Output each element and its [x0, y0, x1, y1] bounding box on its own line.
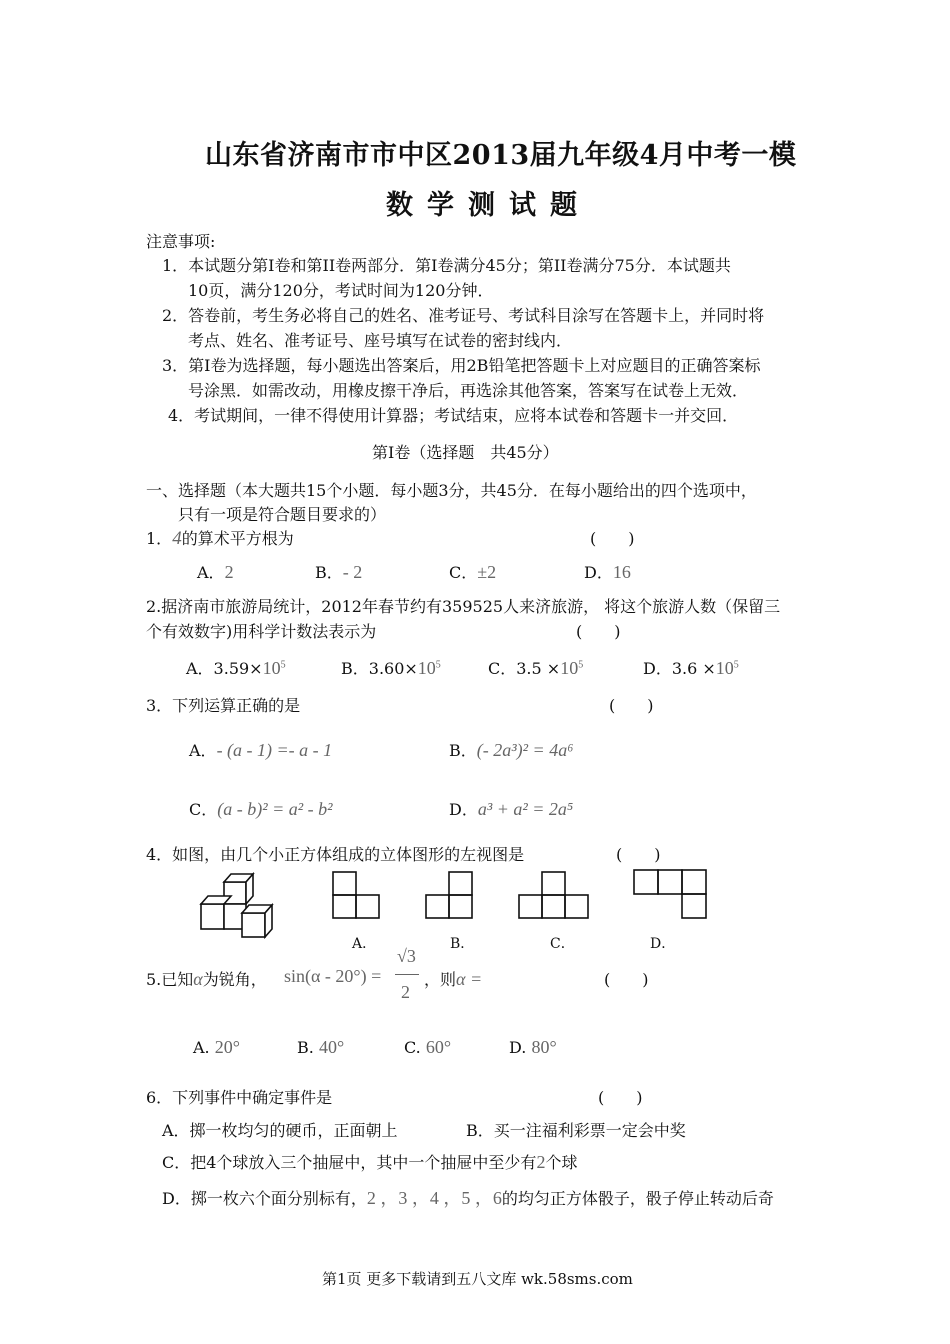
- q2-stem-line-1: 2.据济南市旅游局统计，2012年春节约有359525人来济旅游， 将这个旅游人数（保留三: [146, 597, 781, 616]
- page-title: 山东省济南市市中区2013届九年级4月中考一模: [205, 140, 797, 171]
- q5-option-c-value: 60°: [425, 1037, 452, 1057]
- q3-option-c-label: C．: [189, 800, 218, 819]
- q5-option-b[interactable]: [297, 1037, 344, 1058]
- q4-option-d-label: D．: [650, 936, 676, 952]
- q6-option-d-nums: 2 ，3 ，4 ，5 ，6: [366, 1188, 502, 1208]
- q1-option-d-label: D．: [584, 563, 613, 582]
- q1-math: 4: [172, 528, 182, 549]
- q2-option-c[interactable]: [488, 656, 583, 679]
- q1-option-d[interactable]: [584, 560, 631, 583]
- q1-option-a-label: A．: [197, 563, 225, 582]
- q6-option-c[interactable]: [162, 1150, 577, 1173]
- q2-option-a-base: 10: [262, 658, 281, 678]
- q2-option-c-exp: 5: [578, 659, 584, 671]
- q3-option-c[interactable]: [189, 797, 333, 820]
- q2-option-d-label: D．3.6 ×: [643, 659, 716, 678]
- q2-option-b[interactable]: [341, 656, 441, 679]
- q1-text: 的算术平方根为: [181, 529, 294, 548]
- q6-option-a[interactable]: A．掷一枚均匀的硬币，正面朝上: [162, 1121, 398, 1140]
- q2-stem-line-2: 个有效数字)用科学计数法表示为: [146, 622, 377, 641]
- q5-fraction-numerator: √3: [397, 946, 416, 966]
- notice-heading: 注意事项:: [146, 232, 216, 251]
- q6-option-d-post: 的均匀正方体骰子，骰子停止转动后奇: [501, 1189, 774, 1208]
- q5-equation: sin(α - 20°) =: [284, 966, 382, 986]
- q3-option-b[interactable]: [449, 738, 573, 761]
- notice-item-1-line-1: 1．本试题分第Ⅰ卷和第II卷两部分．第Ⅰ卷满分45分；第II卷满分75分．本试题共: [162, 256, 731, 275]
- q5-option-d[interactable]: [509, 1037, 557, 1058]
- q6-option-c-num: 2: [536, 1152, 546, 1172]
- q3-option-d-value: a³ + a² = 2a⁵: [477, 799, 574, 819]
- q1-option-a-value: 2: [224, 562, 234, 582]
- q3-option-b-label: B．: [449, 741, 477, 760]
- notice-item-3-line-1: 3．第Ⅰ卷为选择题，每小题选出答案后，用2B铅笔把答题卡上对应题目的正确答案标: [162, 356, 761, 375]
- q5-option-d-value: 80°: [531, 1037, 557, 1057]
- q1-option-b[interactable]: [315, 560, 362, 583]
- q4-option-a-view[interactable]: [331, 870, 383, 920]
- q6-option-d[interactable]: [162, 1184, 774, 1210]
- q1-stem: [146, 526, 294, 550]
- q5-option-c-label: C.: [404, 1038, 421, 1057]
- q5-option-c[interactable]: [404, 1037, 451, 1058]
- notice-item-2-line-1: 2．答卷前，考生务必将自己的姓名、准考证号、考试科目涂写在答题卡上，并同时将: [162, 306, 765, 325]
- q4-3d-figure: [195, 868, 290, 943]
- q5-mid: 为锐角，: [202, 970, 267, 989]
- q1-number: 1．: [146, 529, 173, 548]
- page-footer: 第1页 更多下载请到五八文库 wk.58sms.com: [322, 1270, 633, 1288]
- q2-option-d[interactable]: [643, 656, 739, 679]
- q5-stem: [146, 967, 267, 990]
- q6-stem: 6．下列事件中确定事件是: [146, 1088, 333, 1107]
- q5-fraction-bar: [395, 974, 419, 975]
- q5-option-b-value: 40°: [318, 1037, 345, 1057]
- q4-option-c-view[interactable]: [517, 870, 591, 920]
- q5-option-b-label: B.: [297, 1038, 314, 1057]
- q3-option-a-value: - (a - 1) =- a - 1: [216, 740, 333, 760]
- q3-option-c-value: (a - b)² = a² - b²: [217, 799, 333, 819]
- q3-answer-blank[interactable]: ( ): [609, 696, 654, 715]
- section-title: 第Ⅰ卷（选择题 共45分）: [372, 443, 559, 462]
- q5-fraction-denominator: 2: [401, 982, 410, 1002]
- q2-option-d-base: 10: [715, 658, 734, 678]
- q2-option-c-label: C．3.5 ×: [488, 659, 561, 678]
- q5-option-a-value: 20°: [214, 1037, 240, 1057]
- page-subtitle: 数学测试题: [386, 190, 591, 221]
- q4-option-b-view[interactable]: [424, 870, 476, 920]
- q5-pre: 5.已知: [146, 970, 194, 989]
- q3-stem: 3．下列运算正确的是: [146, 696, 301, 715]
- q4-answer-blank[interactable]: ( ): [616, 845, 661, 864]
- notice-item-1-line-2: 10页，满分120分，考试时间为120分钟．: [188, 281, 494, 300]
- q5-option-a[interactable]: [193, 1037, 240, 1058]
- q3-option-a-label: A．: [189, 741, 217, 760]
- q1-option-b-label: B．: [315, 563, 343, 582]
- q1-option-c-label: C．: [449, 563, 478, 582]
- q1-option-a[interactable]: [197, 560, 234, 583]
- notice-item-4: 4．考试期间，一律不得使用计算器；考试结束，应将本试卷和答题卡一并交回．: [168, 406, 739, 425]
- q2-option-a-label: A．3.59×: [186, 659, 263, 678]
- q3-option-d-label: D．: [449, 800, 478, 819]
- q2-option-a-exp: 5: [280, 659, 286, 671]
- q5-alpha-eq: α =: [456, 969, 483, 989]
- q5-answer-blank[interactable]: ( ): [604, 970, 649, 989]
- q6-option-b[interactable]: B．买一注福利彩票一定会中奖: [466, 1121, 686, 1140]
- q2-option-b-base: 10: [417, 658, 436, 678]
- q6-option-c-post: 个球: [545, 1153, 578, 1172]
- q2-option-b-label: B．3.60×: [341, 659, 418, 678]
- q6-answer-blank[interactable]: ( ): [598, 1088, 643, 1107]
- q4-option-b-label: B．: [450, 936, 475, 952]
- q2-option-a[interactable]: [186, 656, 286, 679]
- q3-option-a[interactable]: [189, 738, 332, 761]
- q1-option-c[interactable]: [449, 560, 496, 583]
- q1-option-b-value: - 2: [342, 562, 363, 582]
- notice-item-3-line-2: 号涂黑．如需改动，用橡皮擦干净后，再选涂其他答案，答案写在试卷上无效．: [188, 381, 749, 400]
- q1-answer-blank[interactable]: ( ): [590, 529, 635, 548]
- q5-option-d-label: D.: [509, 1038, 527, 1057]
- q4-option-a-label: A．: [352, 936, 377, 952]
- q4-stem: 4．如图，由几个小正方体组成的立体图形的左视图是: [146, 845, 525, 864]
- q6-option-c-pre: C．把4个球放入三个抽屉中，其中一个抽屉中至少有: [162, 1153, 537, 1172]
- q1-option-d-value: 16: [612, 562, 631, 582]
- q6-option-d-pre: D．掷一枚六个面分别标有，: [162, 1189, 367, 1208]
- q2-answer-blank[interactable]: ( ): [576, 622, 621, 641]
- q4-option-d-view[interactable]: [632, 868, 709, 920]
- q5-option-a-label: A.: [193, 1038, 210, 1057]
- part1-intro-line-1: 一、选择题（本大题共15个小题．每小题3分，共45分．在每小题给出的四个选项中，: [146, 481, 757, 500]
- part1-intro-line-2: 只有一项是符合题目要求的）: [178, 505, 387, 524]
- q2-option-c-base: 10: [560, 658, 579, 678]
- notice-item-2-line-2: 考点、姓名、准考证号、座号填写在试卷的密封线内．: [188, 331, 573, 350]
- q1-option-c-value: ±2: [477, 562, 497, 582]
- q2-option-d-exp: 5: [733, 659, 739, 671]
- q5-post-text: ，则: [424, 970, 457, 989]
- q3-option-d[interactable]: [449, 797, 573, 820]
- q4-option-c-label: C．: [550, 936, 575, 952]
- q5-post: [424, 967, 482, 990]
- q2-option-b-exp: 5: [435, 659, 441, 671]
- q5-alpha: α: [193, 969, 203, 989]
- q3-option-b-value: (- 2a³)² = 4a⁶: [476, 740, 574, 760]
